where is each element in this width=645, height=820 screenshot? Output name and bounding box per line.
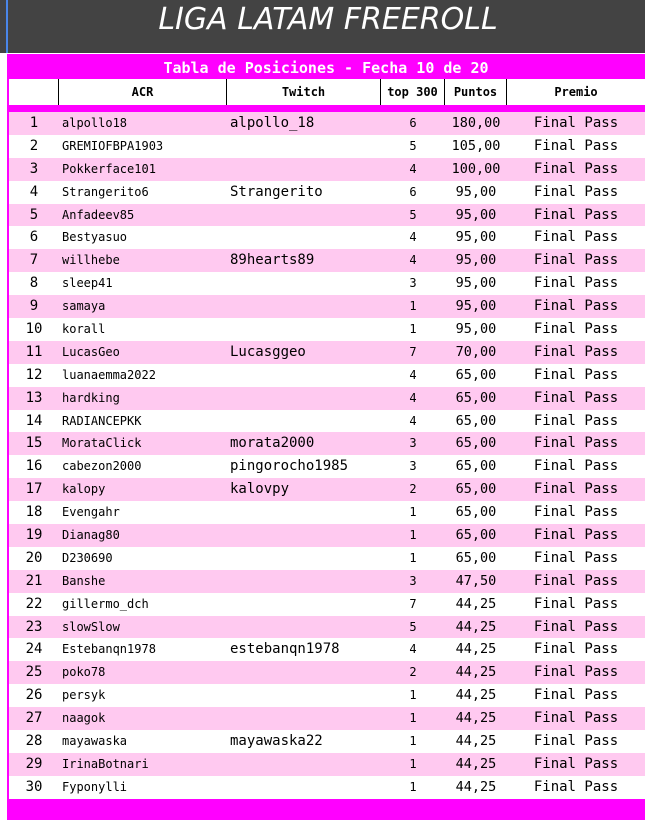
prize-cell: Final Pass [533,298,619,315]
top300-cell: 1 [409,299,417,314]
prize-cell: Final Pass [533,343,619,360]
table-row [9,432,645,455]
table-row [9,501,645,524]
acr-name-cell: GREMIOFBPA1903 [62,138,164,153]
acr-name-cell: Strangerito6 [62,184,149,199]
points-cell: 44,25 [455,710,497,727]
points-cell: 105,00 [451,137,501,154]
position-cell: 14 [25,412,43,429]
acr-name-cell: LucasGeo [62,344,120,359]
position-cell: 6 [29,229,39,246]
twitch-name-cell [227,547,381,570]
prize-cell: Final Pass [533,618,619,635]
twitch-name-cell [227,501,381,524]
twitch-name-cell [227,524,381,547]
points-cell: 44,25 [455,778,497,795]
table-row [9,478,645,501]
table-row [9,455,645,478]
acr-name-cell: D230690 [62,550,113,565]
twitch-name-cell: mayawaska22 [230,733,323,750]
points-cell: 95,00 [455,252,497,269]
prize-cell: Final Pass [533,481,619,498]
twitch-name-cell [227,707,381,730]
top300-cell: 2 [409,482,417,497]
acr-name-cell: kalopy [62,482,106,497]
position-cell: 25 [25,664,43,681]
points-cell: 95,00 [455,298,497,315]
points-cell: 95,00 [455,321,497,338]
acr-name-cell: slowSlow [62,619,120,634]
points-cell: 65,00 [455,549,497,566]
top300-cell: 3 [409,276,417,291]
table-row [9,387,645,410]
position-cell: 4 [29,183,39,200]
table-row [9,364,645,387]
col-header-top300: top 300 [381,79,445,105]
position-cell: 8 [29,275,39,292]
twitch-name-cell [227,387,381,410]
top300-cell: 6 [409,116,417,130]
position-cell: 17 [25,481,43,498]
prize-cell: Final Pass [533,115,619,131]
twitch-name-cell [227,410,381,433]
table-row [9,661,645,684]
table-row [9,318,645,341]
table-row [9,684,645,707]
top300-cell: 4 [409,161,417,176]
acr-name-cell: Evengahr [62,505,120,520]
prize-cell: Final Pass [533,229,619,246]
acr-name-cell: Bestyasuo [62,230,128,245]
col-header-prize: Premio [554,85,598,99]
position-cell: 9 [29,298,39,315]
table-row [9,730,645,753]
prize-cell: Final Pass [533,549,619,566]
acr-name-cell: Fyponylli [62,779,128,794]
prize-cell: Final Pass [533,527,619,544]
table-row [9,524,645,547]
acr-name-cell: korall [62,322,106,337]
prize-cell: Final Pass [533,595,619,612]
position-cell: 29 [25,755,43,772]
top300-cell: 6 [409,184,417,199]
position-cell: 23 [25,618,43,635]
table-row [9,181,645,204]
col-header-points: Puntos [445,79,507,105]
twitch-name-cell [227,318,381,341]
header-bar [0,0,645,53]
top300-cell: 1 [409,322,417,337]
prize-cell: Final Pass [533,664,619,681]
points-cell: 95,00 [455,183,497,200]
twitch-name-cell [227,226,381,249]
top300-cell: 4 [409,390,417,405]
points-cell: 95,00 [455,206,497,223]
twitch-name-cell: pingorocho1985 [230,458,349,475]
position-cell: 22 [25,595,43,612]
top300-cell: 4 [409,230,417,245]
position-cell: 7 [29,252,39,269]
position-cell: 5 [29,206,39,223]
top300-cell: 2 [409,665,417,680]
table-subtitle: Tabla de Posiciones - Fecha 10 de 20 [163,59,489,77]
prize-cell: Final Pass [533,252,619,269]
twitch-name-cell: alpollo_18 [230,115,315,131]
points-cell: 44,25 [455,687,497,704]
acr-name-cell: RADIANCEPKK [62,413,142,428]
points-cell: 44,25 [455,595,497,612]
twitch-name-cell [227,753,381,776]
twitch-name-cell: estebanqn1978 [230,641,340,658]
table-row [9,707,645,730]
table-row [9,272,645,295]
position-cell: 30 [25,778,43,795]
acr-name-cell: luanaemma2022 [62,367,156,382]
top300-cell: 1 [409,688,417,703]
prize-cell: Final Pass [533,641,619,658]
acr-name-cell: IrinaBotnari [62,756,149,771]
twitch-name-cell: Strangerito [230,183,323,200]
points-cell: 65,00 [455,458,497,475]
top300-cell: 4 [409,413,417,428]
table-row [9,776,645,799]
acr-name-cell: Pokkerface101 [62,161,156,176]
twitch-name-cell [227,204,381,227]
top300-cell: 1 [409,734,417,749]
table-row [9,753,645,776]
position-cell: 2 [29,137,39,154]
top300-cell: 4 [409,642,417,657]
prize-cell: Final Pass [533,412,619,429]
prize-cell: Final Pass [533,435,619,452]
acr-name-cell: persyk [62,688,106,703]
table-row [9,204,645,227]
acr-name-cell: MorataClick [62,436,142,451]
points-cell: 180,00 [451,115,501,131]
points-cell: 65,00 [455,389,497,406]
acr-name-cell: poko78 [62,665,106,680]
prize-cell: Final Pass [533,504,619,521]
prize-cell: Final Pass [533,275,619,292]
position-cell: 12 [25,366,43,383]
acr-name-cell: Banshe [62,573,106,588]
points-cell: 65,00 [455,481,497,498]
points-cell: 44,25 [455,755,497,772]
acr-name-cell: Estebanqn1978 [62,642,156,657]
page-title: LIGA LATAM FREEROLL [158,2,498,37]
points-cell: 65,00 [455,412,497,429]
twitch-name-cell: Lucasggeo [230,343,306,360]
position-cell: 21 [25,572,43,589]
table-row [9,112,645,135]
table-body [9,112,645,799]
points-cell: 65,00 [455,366,497,383]
table-row [9,616,645,639]
points-cell: 70,00 [455,343,497,360]
prize-cell: Final Pass [533,458,619,475]
table-row [9,295,645,318]
top300-cell: 5 [409,138,417,153]
table-row [9,593,645,616]
twitch-name-cell [227,684,381,707]
position-cell: 3 [29,160,39,177]
prize-cell: Final Pass [533,710,619,727]
top300-cell: 7 [409,596,417,611]
points-cell: 65,00 [455,527,497,544]
prize-cell: Final Pass [533,389,619,406]
position-cell: 27 [25,710,43,727]
twitch-name-cell [227,272,381,295]
table-row [9,158,645,181]
col-header-acr: ACR [59,79,227,105]
top300-cell: 1 [409,756,417,771]
points-cell: 100,00 [451,160,501,177]
acr-name-cell: Anfadeev85 [62,207,135,222]
top300-cell: 3 [409,573,417,588]
top300-cell: 4 [409,367,417,382]
position-cell: 24 [25,641,43,658]
points-cell: 47,50 [455,572,497,589]
standings-table [7,54,645,820]
position-cell: 20 [25,549,43,566]
acr-name-cell: hardking [62,390,120,405]
prize-cell: Final Pass [533,572,619,589]
position-cell: 1 [29,115,39,131]
table-header-row [9,79,645,105]
prize-cell: Final Pass [533,183,619,200]
acr-name-cell: naagok [62,711,106,726]
prize-cell: Final Pass [533,160,619,177]
position-cell: 16 [25,458,43,475]
top300-cell: 1 [409,550,417,565]
points-cell: 44,25 [455,618,497,635]
twitch-name-cell [227,135,381,158]
twitch-name-cell [227,158,381,181]
table-row [9,341,645,364]
prize-cell: Final Pass [533,778,619,795]
top300-cell: 5 [409,619,417,634]
points-cell: 65,00 [455,504,497,521]
twitch-name-cell: morata2000 [230,435,315,452]
prize-cell: Final Pass [533,137,619,154]
prize-cell: Final Pass [533,321,619,338]
top300-cell: 1 [409,528,417,543]
twitch-name-cell: kalovpy [230,481,290,498]
twitch-name-cell [227,295,381,318]
prize-cell: Final Pass [533,366,619,383]
top300-cell: 1 [409,779,417,794]
points-cell: 44,25 [455,733,497,750]
position-cell: 10 [25,321,43,338]
table-row [9,410,645,433]
prize-cell: Final Pass [533,687,619,704]
points-cell: 95,00 [455,229,497,246]
top300-cell: 1 [409,505,417,520]
acr-name-cell: gillermo_dch [62,596,149,611]
twitch-name-cell [227,616,381,639]
position-cell: 19 [25,527,43,544]
twitch-name-cell [227,364,381,387]
acr-name-cell: mayawaska [62,734,128,749]
position-cell: 26 [25,687,43,704]
prize-cell: Final Pass [533,733,619,750]
position-cell: 11 [25,343,43,360]
twitch-name-cell: 89hearts89 [230,252,315,269]
points-cell: 44,25 [455,664,497,681]
acr-name-cell: alpollo18 [62,116,128,130]
twitch-name-cell [227,661,381,684]
acr-name-cell: sleep41 [62,276,113,291]
prize-cell: Final Pass [533,755,619,772]
top300-cell: 4 [409,253,417,268]
acr-name-cell: samaya [62,299,106,314]
prize-cell: Final Pass [533,206,619,223]
position-cell: 15 [25,435,43,452]
col-header-twitch: Twitch [227,79,381,105]
top300-cell: 3 [409,436,417,451]
top300-cell: 7 [409,344,417,359]
position-cell: 28 [25,733,43,750]
twitch-name-cell [227,593,381,616]
acr-name-cell: Dianag80 [62,528,120,543]
table-row [9,249,645,272]
position-cell: 13 [25,389,43,406]
points-cell: 65,00 [455,435,497,452]
acr-name-cell: willhebe [62,253,120,268]
table-row [9,226,645,249]
top300-cell: 1 [409,711,417,726]
twitch-name-cell [227,776,381,799]
acr-name-cell: cabezon2000 [62,459,142,474]
col-header-position [9,79,59,105]
top300-cell: 3 [409,459,417,474]
points-cell: 44,25 [455,641,497,658]
table-row [9,135,645,158]
top300-cell: 5 [409,207,417,222]
twitch-name-cell [227,570,381,593]
table-row [9,570,645,593]
table-row [9,547,645,570]
position-cell: 18 [25,504,43,521]
table-row [9,638,645,661]
points-cell: 95,00 [455,275,497,292]
